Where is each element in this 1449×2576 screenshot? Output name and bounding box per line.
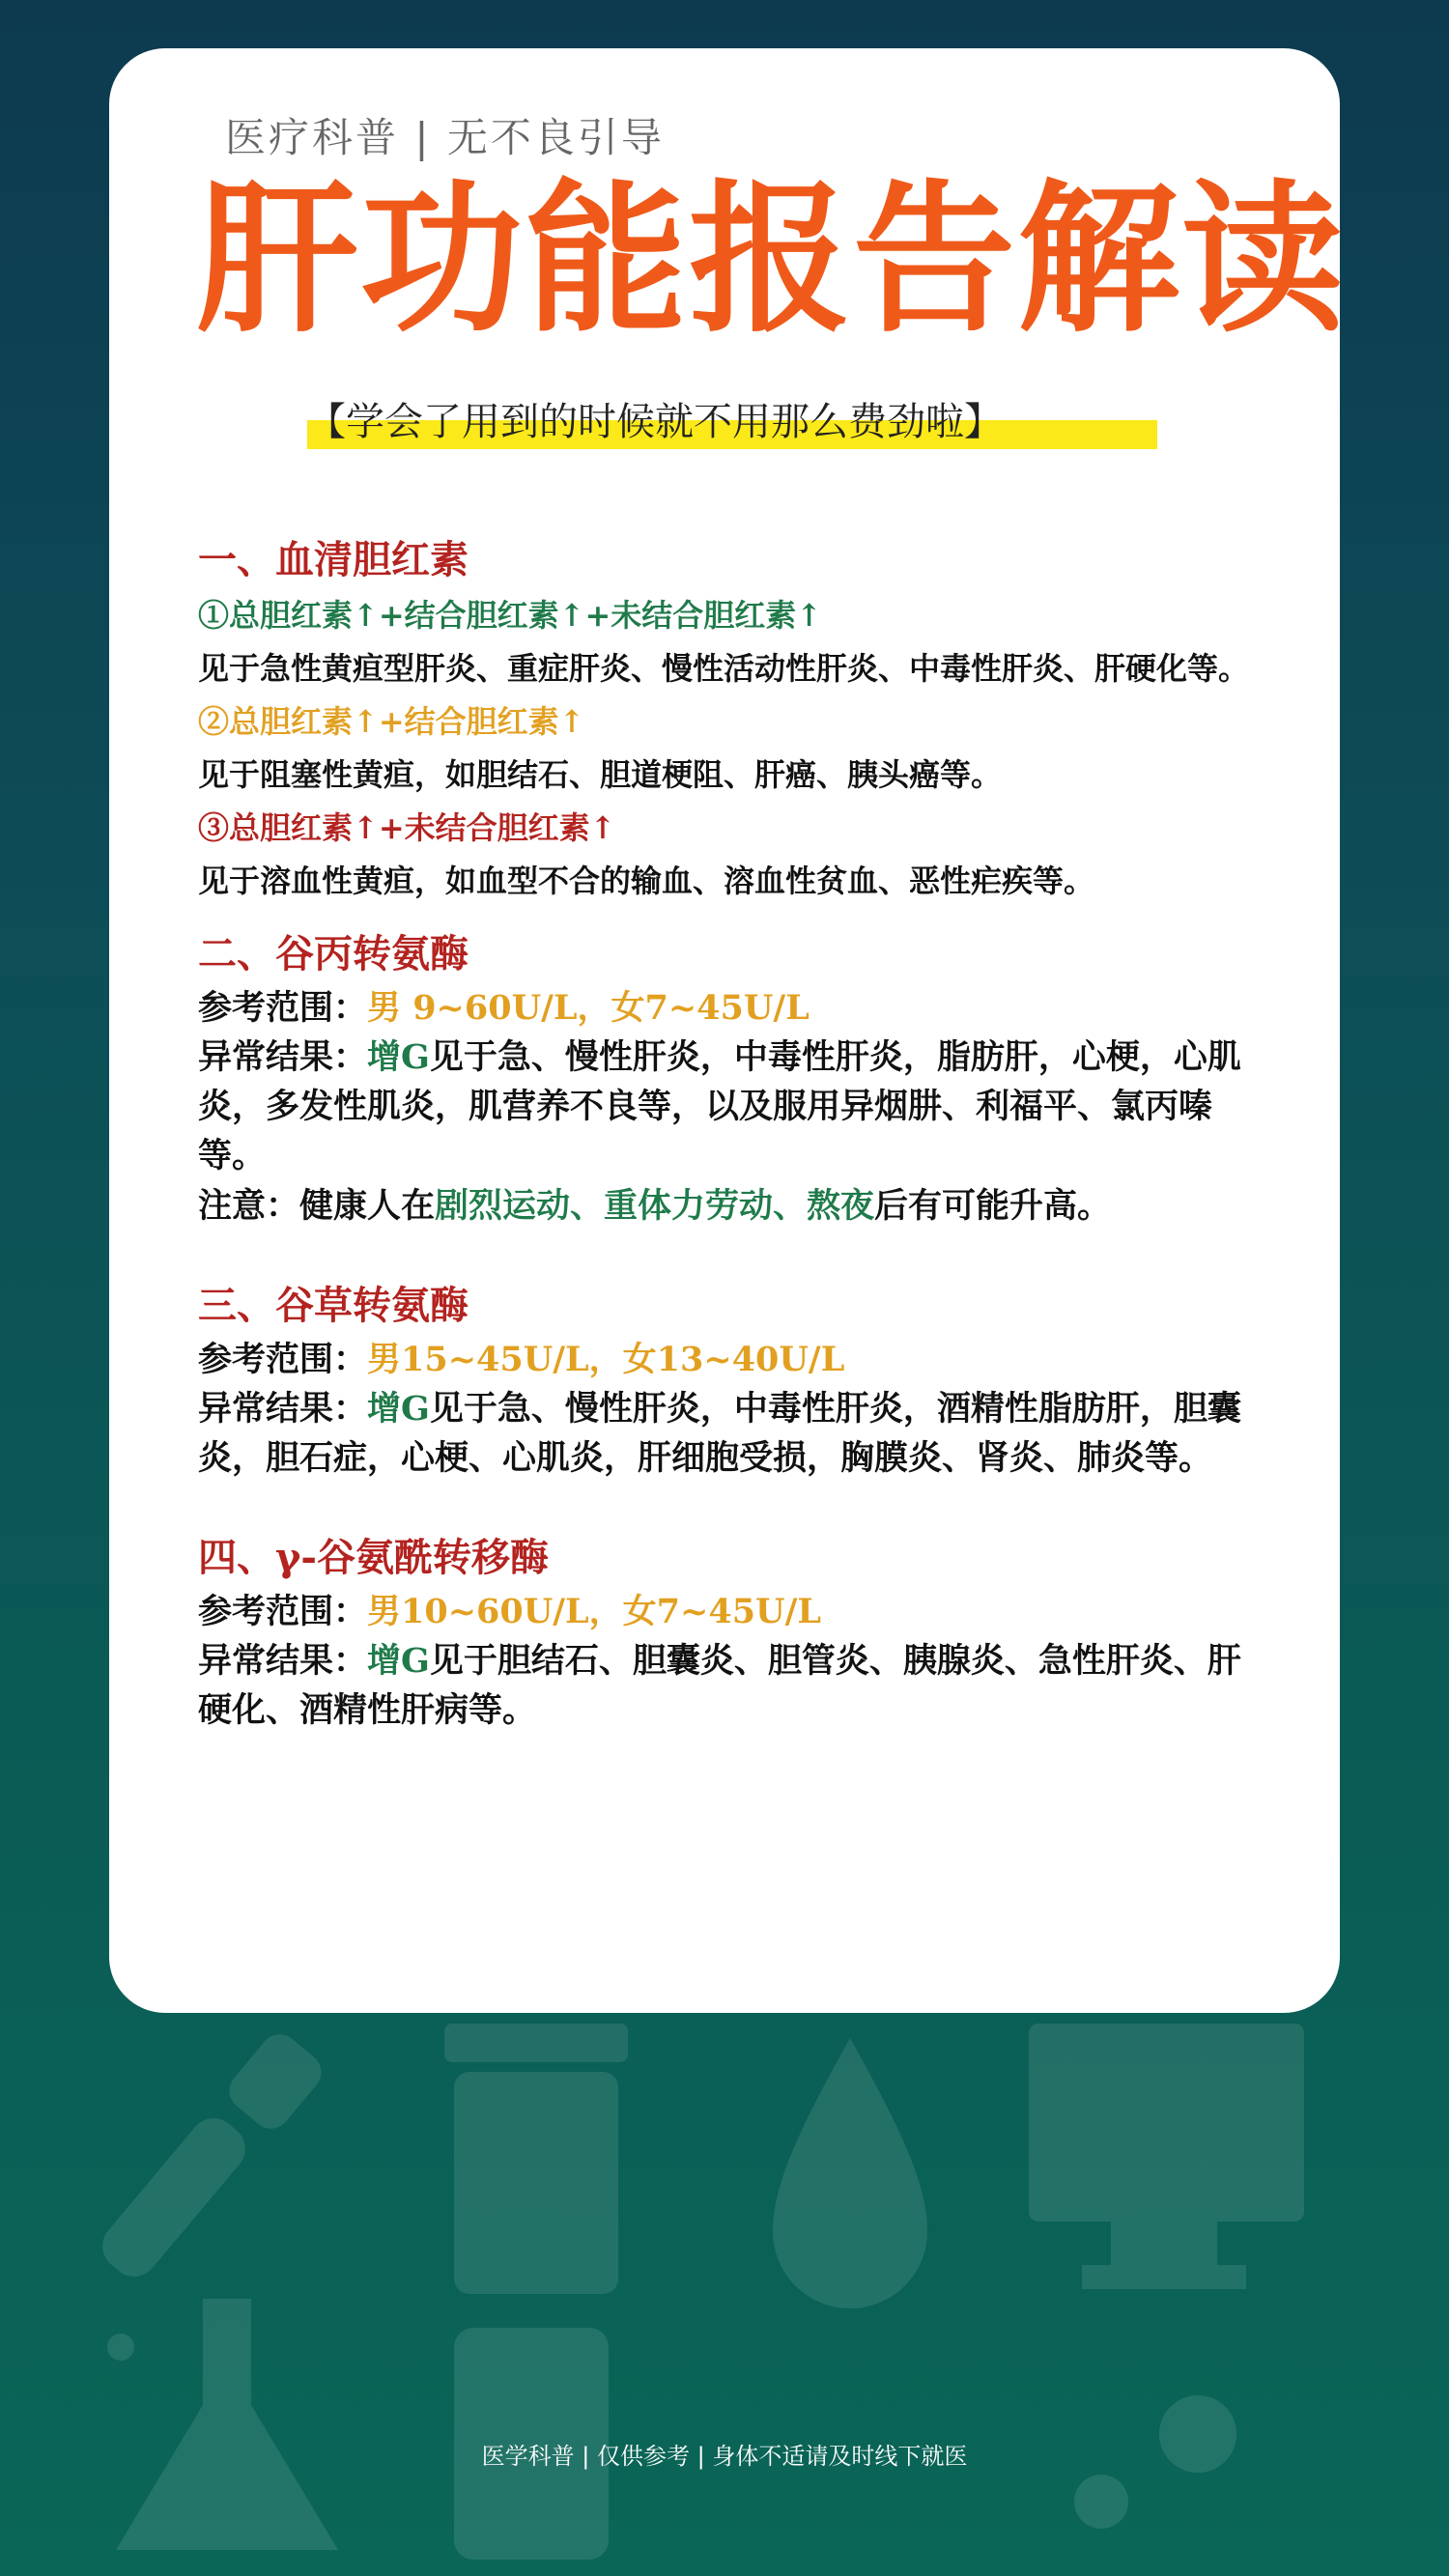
ggt-abnormal (198, 1636, 1270, 1735)
section-heading-alt: 二、谷丙转氨酶 (198, 931, 469, 977)
blood-drop-icon (773, 2038, 927, 2308)
bilirubin-item3-desc: 见于溶血性黄疸，如血型不合的输血、溶血性贫血、恶性疟疾等。 (198, 863, 1095, 900)
bilirubin-item2-desc: 见于阻塞性黄疸，如胆结石、胆道梗阻、肝癌、胰头癌等。 (198, 756, 1003, 794)
alt-abn-high: 增G (367, 1037, 430, 1078)
alt-note-tail: 后有可能升高。 (874, 1185, 1112, 1226)
bilirubin-item3-formula: ③总胆红素↑+未结合胆红素↑ (198, 809, 616, 847)
ast-abn-text: 见于急、慢性肝炎，中毒性肝炎，酒精性脂肪肝，胆囊炎，胆石症，心梗、心肌炎，肝细胞受损，胸膜炎、肾炎、肺炎等。 (198, 1388, 1241, 1478)
section-heading-ast: 三、谷草转氨酶 (198, 1282, 469, 1328)
ast-reference (198, 1335, 1270, 1384)
alt-abn-label: 异常结果： (198, 1037, 368, 1078)
card-content-layer (109, 48, 1346, 2013)
alt-reference (198, 983, 1270, 1033)
alt-ref-value: 男 9~60U/L，女7~45U/L (367, 988, 810, 1029)
page-title: 肝功能报告解读 (196, 165, 1346, 354)
alt-ref-label: 参考范围： (198, 988, 368, 1029)
bilirubin-item1-formula: ①总胆红素↑+结合胆红素↑+未结合胆红素↑ (198, 597, 823, 634)
footer-disclaimer: 医学科普 | 仅供参考 | 身体不适请及时线下就医 (481, 2443, 968, 2470)
section-heading-bilirubin: 一、血清胆红素 (198, 537, 469, 582)
alt-abnormal (198, 1033, 1270, 1180)
ggt-abn-label: 异常结果： (198, 1641, 368, 1682)
ggt-reference (198, 1587, 1270, 1636)
ggt-ref-value: 男10~60U/L，女7~45U/L (367, 1591, 821, 1631)
tagline: 医疗科普 | 无不良引导 (225, 114, 665, 161)
subtitle: 【学会了用到的时候就不用那么费劲啦】 (307, 400, 1003, 444)
ast-abn-label: 异常结果： (198, 1388, 368, 1429)
section-heading-ggt: 四、γ-谷氨酰转移酶 (198, 1534, 550, 1580)
ast-abnormal (198, 1384, 1270, 1483)
alt-abn-text: 见于急、慢性肝炎，中毒性肝炎，脂肪肝，心梗，心肌炎，多发性肌炎，肌营养不良等，以及服用异烟肼、利福平、氯丙嗪等。 (198, 1037, 1241, 1176)
bilirubin-item2-formula: ②总胆红素↑+结合胆红素↑ (198, 703, 585, 741)
background-icons (0, 2019, 1449, 2576)
monitor-icon (1029, 2024, 1304, 2289)
alt-note-label: 注意：健康人在 (198, 1185, 436, 1226)
article-body (198, 531, 1270, 1735)
medicine-bottle-icon (444, 2024, 628, 2294)
ast-ref-value: 男15~45U/L，女13~40U/L (367, 1339, 845, 1379)
ggt-abn-text: 见于胆结石、胆囊炎、胆管炎、胰腺炎、急性肝炎、肝硬化、酒精性肝病等。 (198, 1641, 1241, 1731)
bilirubin-item1-desc: 见于急性黄疸型肝炎、重症肝炎、慢性活动性肝炎、中毒性肝炎、肝硬化等。 (198, 650, 1250, 688)
ast-ref-label: 参考范围： (198, 1339, 368, 1379)
alt-note (198, 1181, 1270, 1231)
ast-abn-high: 增G (367, 1388, 430, 1429)
subtitle-block (307, 391, 1003, 446)
ggt-abn-high: 增G (367, 1641, 430, 1682)
ggt-ref-label: 参考范围： (198, 1591, 368, 1631)
alt-note-highlight: 剧烈运动、重体力劳动、熬夜 (435, 1185, 875, 1226)
flask-icon (116, 2299, 338, 2550)
